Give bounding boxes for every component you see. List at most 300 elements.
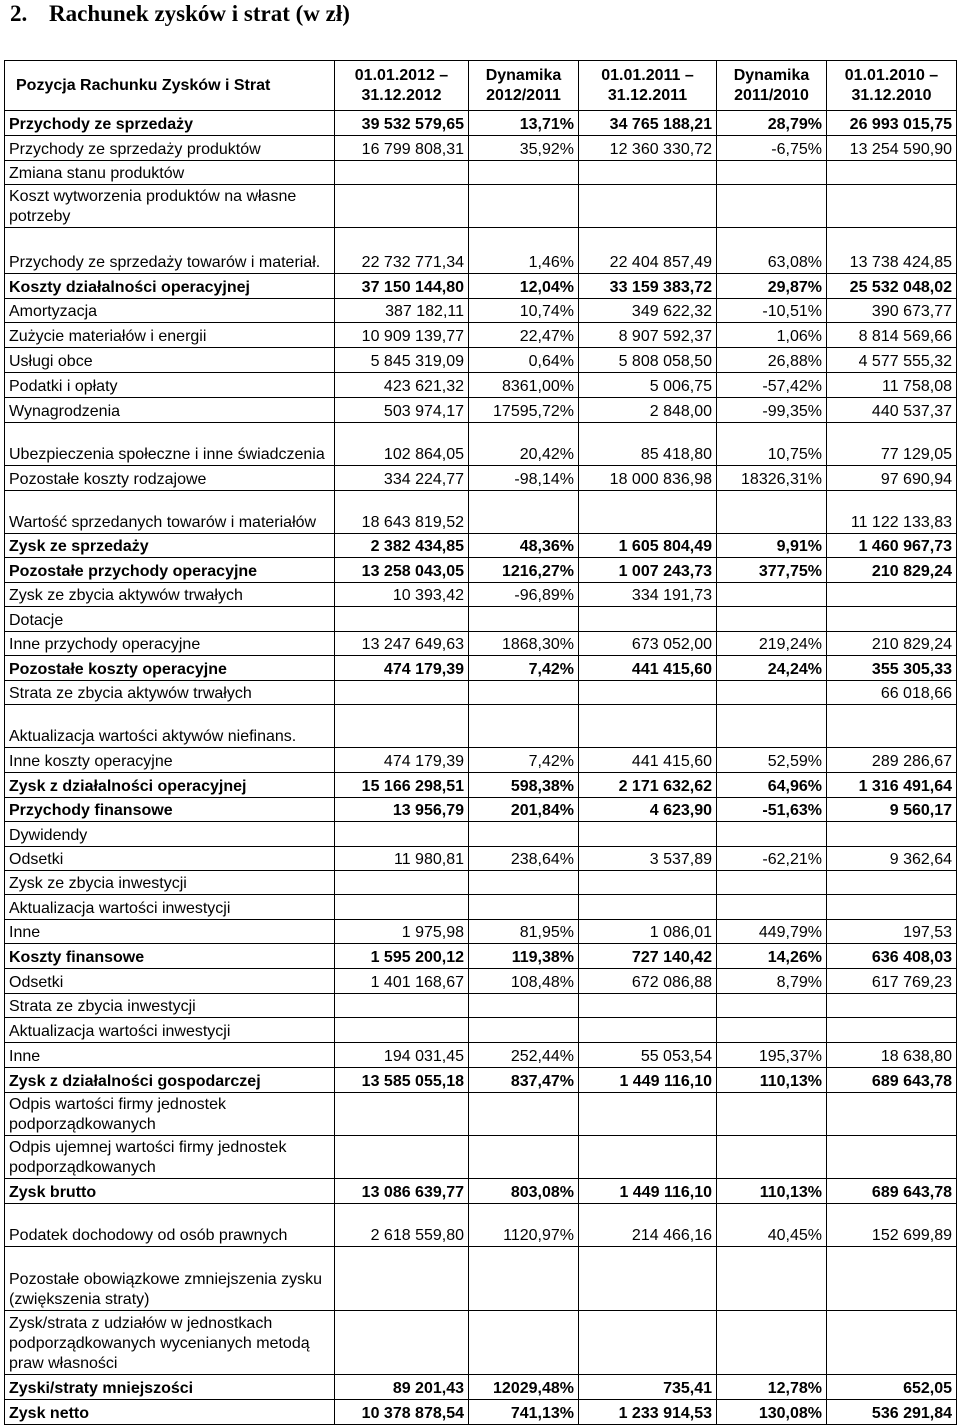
row-label: Koszty działalności operacyjnej [5, 274, 335, 299]
row-value: 29,87% [717, 274, 827, 299]
row-value [469, 871, 579, 895]
row-value: 4 577 555,32 [827, 348, 957, 373]
row-value [469, 1093, 579, 1136]
row-value: 110,13% [717, 1068, 827, 1093]
table-row [5, 111, 957, 136]
table-row [5, 1204, 957, 1247]
row-value: 55 053,54 [579, 1043, 717, 1068]
row-value: -57,42% [717, 373, 827, 398]
row-value [579, 185, 717, 228]
row-value: 2 848,00 [579, 398, 717, 423]
table-row [5, 534, 957, 558]
table-row [5, 656, 957, 681]
table-row [5, 822, 957, 847]
row-value: 2 382 434,85 [335, 534, 469, 558]
row-value [335, 607, 469, 632]
table-row [5, 558, 957, 583]
row-value [579, 1136, 717, 1179]
row-label: Amortyzacja [5, 299, 335, 323]
row-label: Aktualizacja wartości aktywów niefinans. [5, 705, 335, 748]
row-value [827, 822, 957, 847]
row-label: Inne koszty operacyjne [5, 748, 335, 773]
table-row [5, 1400, 957, 1425]
row-label: Strata ze zbycia aktywów trwałych [5, 681, 335, 705]
row-value [335, 161, 469, 185]
row-value [717, 1136, 827, 1179]
row-label: Zużycie materiałów i energii [5, 323, 335, 348]
row-value: 1 449 116,10 [579, 1179, 717, 1204]
table-row [5, 423, 957, 466]
row-value: 441 415,60 [579, 748, 717, 773]
row-value: 152 699,89 [827, 1204, 957, 1247]
row-value [469, 705, 579, 748]
table-row [5, 705, 957, 748]
table-row [5, 1311, 957, 1375]
table-row [5, 348, 957, 373]
row-value: 5 845 319,09 [335, 348, 469, 373]
row-value [827, 185, 957, 228]
table-row [5, 185, 957, 228]
row-value [827, 1247, 957, 1311]
row-value: 37 150 144,80 [335, 274, 469, 299]
row-value [717, 1093, 827, 1136]
row-value: 0,64% [469, 348, 579, 373]
row-value: 8,79% [717, 969, 827, 994]
row-value: 22,47% [469, 323, 579, 348]
row-value: 39 532 579,65 [335, 111, 469, 136]
row-value [579, 895, 717, 920]
row-value: -96,89% [469, 583, 579, 607]
row-value: 1 975,98 [335, 920, 469, 944]
row-value [335, 1247, 469, 1311]
row-value: 22 404 857,49 [579, 228, 717, 274]
row-value [717, 185, 827, 228]
table-row [5, 944, 957, 969]
row-value [469, 1247, 579, 1311]
table-row [5, 632, 957, 656]
table-row [5, 1247, 957, 1311]
row-value: 2 618 559,80 [335, 1204, 469, 1247]
header-period-2011: 01.01.2011 – 31.12.2011 [579, 61, 717, 111]
row-value: 8361,00% [469, 373, 579, 398]
row-value: 355 305,33 [827, 656, 957, 681]
row-label: Odpis wartości firmy jednostek podporządkowanych [5, 1093, 335, 1136]
row-label: Inne [5, 1043, 335, 1068]
row-value: 8 814 569,66 [827, 323, 957, 348]
row-value: 1 007 243,73 [579, 558, 717, 583]
row-value [469, 1136, 579, 1179]
row-label: Przychody ze sprzedaży towarów i materiał. [5, 228, 335, 274]
row-value: 13,71% [469, 111, 579, 136]
row-value: 1120,97% [469, 1204, 579, 1247]
row-value [827, 583, 957, 607]
row-value: 672 086,88 [579, 969, 717, 994]
row-value: 11 758,08 [827, 373, 957, 398]
row-label: Zmiana stanu produktów [5, 161, 335, 185]
page-heading [10, 0, 350, 28]
row-value [827, 994, 957, 1018]
row-value [717, 705, 827, 748]
table-row [5, 994, 957, 1018]
row-value: 48,36% [469, 534, 579, 558]
row-label: Koszt wytworzenia produktów na własne potrzeby [5, 185, 335, 228]
row-value: 13 258 043,05 [335, 558, 469, 583]
row-value [469, 822, 579, 847]
row-value: -10,51% [717, 299, 827, 323]
table-row [5, 1136, 957, 1179]
row-value: 89 201,43 [335, 1375, 469, 1400]
row-value [717, 895, 827, 920]
row-value: 673 052,00 [579, 632, 717, 656]
row-value [579, 681, 717, 705]
row-label: Podatek dochodowy od osób prawnych [5, 1204, 335, 1247]
row-value: 214 466,16 [579, 1204, 717, 1247]
row-value [827, 161, 957, 185]
header-dynamics-2012-2011: Dynamika 2012/2011 [469, 61, 579, 111]
row-value: 219,24% [717, 632, 827, 656]
row-value [717, 871, 827, 895]
row-value: 33 159 383,72 [579, 274, 717, 299]
row-label: Pozostałe przychody operacyjne [5, 558, 335, 583]
row-value: 652,05 [827, 1375, 957, 1400]
row-value [827, 1136, 957, 1179]
row-value [579, 822, 717, 847]
row-label: Zysk z działalności operacyjnej [5, 773, 335, 798]
row-value: 1 086,01 [579, 920, 717, 944]
row-value [469, 1018, 579, 1043]
row-label: Odpis ujemnej wartości firmy jednostek podporządkowanych [5, 1136, 335, 1179]
row-value: 108,48% [469, 969, 579, 994]
row-value: 130,08% [717, 1400, 827, 1425]
row-value [469, 895, 579, 920]
row-value [717, 607, 827, 632]
row-value: 18 000 836,98 [579, 466, 717, 491]
row-value: 13 247 649,63 [335, 632, 469, 656]
row-value: 1,46% [469, 228, 579, 274]
row-value [579, 705, 717, 748]
row-value: 13 254 590,90 [827, 136, 957, 161]
row-value [717, 1311, 827, 1375]
row-value [335, 994, 469, 1018]
row-label: Koszty finansowe [5, 944, 335, 969]
row-value: 28,79% [717, 111, 827, 136]
row-value: 536 291,84 [827, 1400, 957, 1425]
heading-number: 2. [10, 1, 28, 26]
row-value: 10,75% [717, 423, 827, 466]
table-row [5, 798, 957, 822]
row-label: Odsetki [5, 847, 335, 871]
row-value [469, 491, 579, 534]
row-value [827, 895, 957, 920]
table-row [5, 274, 957, 299]
row-value [717, 994, 827, 1018]
row-value: 11 980,81 [335, 847, 469, 871]
row-value: 423 621,32 [335, 373, 469, 398]
row-value [335, 705, 469, 748]
row-value [469, 1311, 579, 1375]
row-value: 1,06% [717, 323, 827, 348]
row-value: -62,21% [717, 847, 827, 871]
row-value: 12 360 330,72 [579, 136, 717, 161]
row-value: 102 864,05 [335, 423, 469, 466]
table-row [5, 299, 957, 323]
row-value: 474 179,39 [335, 656, 469, 681]
table-row [5, 920, 957, 944]
row-value [827, 1093, 957, 1136]
row-value: 197,53 [827, 920, 957, 944]
table-row [5, 748, 957, 773]
row-label: Inne przychody operacyjne [5, 632, 335, 656]
table-row [5, 583, 957, 607]
row-value: -99,35% [717, 398, 827, 423]
row-label: Podatki i opłaty [5, 373, 335, 398]
row-value: 210 829,24 [827, 632, 957, 656]
row-value: -51,63% [717, 798, 827, 822]
row-value: 25 532 048,02 [827, 274, 957, 299]
row-value: 81,95% [469, 920, 579, 944]
row-value: 7,42% [469, 656, 579, 681]
row-value: 12029,48% [469, 1375, 579, 1400]
row-value: 349 622,32 [579, 299, 717, 323]
table-row [5, 136, 957, 161]
row-label: Aktualizacja wartości inwestycji [5, 895, 335, 920]
row-label: Pozostałe koszty rodzajowe [5, 466, 335, 491]
table-body [5, 111, 957, 1425]
row-label: Wynagrodzenia [5, 398, 335, 423]
row-value [827, 705, 957, 748]
row-value: 334 191,73 [579, 583, 717, 607]
row-value [579, 871, 717, 895]
table-row [5, 871, 957, 895]
row-value [717, 161, 827, 185]
row-value: 22 732 771,34 [335, 228, 469, 274]
row-value [335, 1311, 469, 1375]
row-value: 85 418,80 [579, 423, 717, 466]
row-value [827, 871, 957, 895]
row-value [827, 1018, 957, 1043]
row-value [579, 1018, 717, 1043]
row-value: 17595,72% [469, 398, 579, 423]
row-label: Zysk brutto [5, 1179, 335, 1204]
row-label: Zysk ze zbycia aktywów trwałych [5, 583, 335, 607]
row-label: Zysk netto [5, 1400, 335, 1425]
row-value [335, 822, 469, 847]
row-value [717, 822, 827, 847]
row-value: 377,75% [717, 558, 827, 583]
row-value: 5 006,75 [579, 373, 717, 398]
row-value: 1 316 491,64 [827, 773, 957, 798]
row-value: 97 690,94 [827, 466, 957, 491]
row-value [717, 1018, 827, 1043]
table-row [5, 847, 957, 871]
row-value: 119,38% [469, 944, 579, 969]
row-value [717, 491, 827, 534]
table-row [5, 373, 957, 398]
row-value: 1 233 914,53 [579, 1400, 717, 1425]
row-value: 15 166 298,51 [335, 773, 469, 798]
row-value [335, 1136, 469, 1179]
row-value [335, 1093, 469, 1136]
header-position: Pozycja Rachunku Zysków i Strat [5, 61, 335, 111]
row-label: Odsetki [5, 969, 335, 994]
row-label: Strata ze zbycia inwestycji [5, 994, 335, 1018]
row-value: 238,64% [469, 847, 579, 871]
row-value: 503 974,17 [335, 398, 469, 423]
row-value: 40,45% [717, 1204, 827, 1247]
row-value [335, 895, 469, 920]
row-value: 12,78% [717, 1375, 827, 1400]
row-value: 2 171 632,62 [579, 773, 717, 798]
row-label: Zysk ze sprzedaży [5, 534, 335, 558]
table-row [5, 1043, 957, 1068]
row-value: 18 638,80 [827, 1043, 957, 1068]
row-value: 11 122 133,83 [827, 491, 957, 534]
header-period-2012: 01.01.2012 – 31.12.2012 [335, 61, 469, 111]
row-value: 10 393,42 [335, 583, 469, 607]
table-row [5, 323, 957, 348]
row-value: 7,42% [469, 748, 579, 773]
row-value: 194 031,45 [335, 1043, 469, 1068]
row-value: 13 738 424,85 [827, 228, 957, 274]
table-row [5, 607, 957, 632]
row-value [335, 1018, 469, 1043]
row-value [579, 1311, 717, 1375]
row-value: 727 140,42 [579, 944, 717, 969]
row-label: Przychody ze sprzedaży produktów [5, 136, 335, 161]
row-value: 77 129,05 [827, 423, 957, 466]
row-label: Aktualizacja wartości inwestycji [5, 1018, 335, 1043]
row-label: Przychody ze sprzedaży [5, 111, 335, 136]
row-value [579, 607, 717, 632]
row-label: Dotacje [5, 607, 335, 632]
row-label: Inne [5, 920, 335, 944]
row-value: 20,42% [469, 423, 579, 466]
row-value: 26,88% [717, 348, 827, 373]
row-value: 387 182,11 [335, 299, 469, 323]
row-value: 16 799 808,31 [335, 136, 469, 161]
row-value: -6,75% [717, 136, 827, 161]
row-value: 449,79% [717, 920, 827, 944]
row-value: 689 643,78 [827, 1179, 957, 1204]
table-row [5, 895, 957, 920]
heading-title: Rachunek zysków i strat (w zł) [49, 1, 350, 26]
row-label: Ubezpieczenia społeczne i inne świadczenia [5, 423, 335, 466]
row-label: Zysk/strata z udziałów w jednostkach podporządkowanych wycenianych metodą praw własności [5, 1311, 335, 1375]
table-row [5, 1179, 957, 1204]
table-row [5, 1068, 957, 1093]
table-row [5, 466, 957, 491]
row-value: 617 769,23 [827, 969, 957, 994]
row-value: 18 643 819,52 [335, 491, 469, 534]
row-value: 441 415,60 [579, 656, 717, 681]
row-value: 13 086 639,77 [335, 1179, 469, 1204]
row-value: 598,38% [469, 773, 579, 798]
row-value: 64,96% [717, 773, 827, 798]
row-value: 10 378 878,54 [335, 1400, 469, 1425]
table-row [5, 773, 957, 798]
header-row [5, 61, 957, 111]
row-label: Pozostałe koszty operacyjne [5, 656, 335, 681]
row-value: 474 179,39 [335, 748, 469, 773]
row-value: 66 018,66 [827, 681, 957, 705]
row-value: 210 829,24 [827, 558, 957, 583]
row-value [717, 681, 827, 705]
table-row [5, 228, 957, 274]
row-value: 35,92% [469, 136, 579, 161]
row-value [469, 681, 579, 705]
row-value [579, 161, 717, 185]
row-value: 12,04% [469, 274, 579, 299]
row-value: 1 460 967,73 [827, 534, 957, 558]
table-row [5, 1018, 957, 1043]
row-value [335, 681, 469, 705]
row-value: 1 605 804,49 [579, 534, 717, 558]
table-row [5, 1375, 957, 1400]
row-value: 52,59% [717, 748, 827, 773]
row-value: 63,08% [717, 228, 827, 274]
row-value [717, 1247, 827, 1311]
row-value: 14,26% [717, 944, 827, 969]
row-value: 3 537,89 [579, 847, 717, 871]
row-value: 803,08% [469, 1179, 579, 1204]
row-label: Dywidendy [5, 822, 335, 847]
row-value: 5 808 058,50 [579, 348, 717, 373]
row-value: 18326,31% [717, 466, 827, 491]
table-row [5, 1093, 957, 1136]
row-label: Pozostałe obowiązkowe zmniejszenia zysku (zwiększenia straty) [5, 1247, 335, 1311]
row-label: Wartość sprzedanych towarów i materiałów [5, 491, 335, 534]
header-dynamics-2011-2010: Dynamika 2011/2010 [717, 61, 827, 111]
row-value: 9 560,17 [827, 798, 957, 822]
row-value: 201,84% [469, 798, 579, 822]
row-value [469, 607, 579, 632]
row-value: 24,24% [717, 656, 827, 681]
row-value: 390 673,77 [827, 299, 957, 323]
row-value: 195,37% [717, 1043, 827, 1068]
income-statement-table [4, 60, 957, 1425]
row-label: Zysk z działalności gospodarczej [5, 1068, 335, 1093]
row-value [469, 994, 579, 1018]
row-value [469, 185, 579, 228]
row-value: 334 224,77 [335, 466, 469, 491]
row-value: 10 909 139,77 [335, 323, 469, 348]
table-row [5, 681, 957, 705]
row-value [469, 161, 579, 185]
row-value: 13 585 055,18 [335, 1068, 469, 1093]
row-value [579, 491, 717, 534]
row-value: -98,14% [469, 466, 579, 491]
row-value: 13 956,79 [335, 798, 469, 822]
row-value [579, 1093, 717, 1136]
header-period-2010: 01.01.2010 – 31.12.2010 [827, 61, 957, 111]
row-value: 636 408,03 [827, 944, 957, 969]
row-label: Usługi obce [5, 348, 335, 373]
row-label: Przychody finansowe [5, 798, 335, 822]
row-value: 1 595 200,12 [335, 944, 469, 969]
row-value: 689 643,78 [827, 1068, 957, 1093]
row-value: 741,13% [469, 1400, 579, 1425]
row-value: 1 401 168,67 [335, 969, 469, 994]
row-value: 9,91% [717, 534, 827, 558]
table-row [5, 969, 957, 994]
row-value [827, 607, 957, 632]
row-value: 289 286,67 [827, 748, 957, 773]
row-value [579, 1247, 717, 1311]
table-row [5, 491, 957, 534]
table-row [5, 161, 957, 185]
row-label: Zysk ze zbycia inwestycji [5, 871, 335, 895]
row-value: 9 362,64 [827, 847, 957, 871]
